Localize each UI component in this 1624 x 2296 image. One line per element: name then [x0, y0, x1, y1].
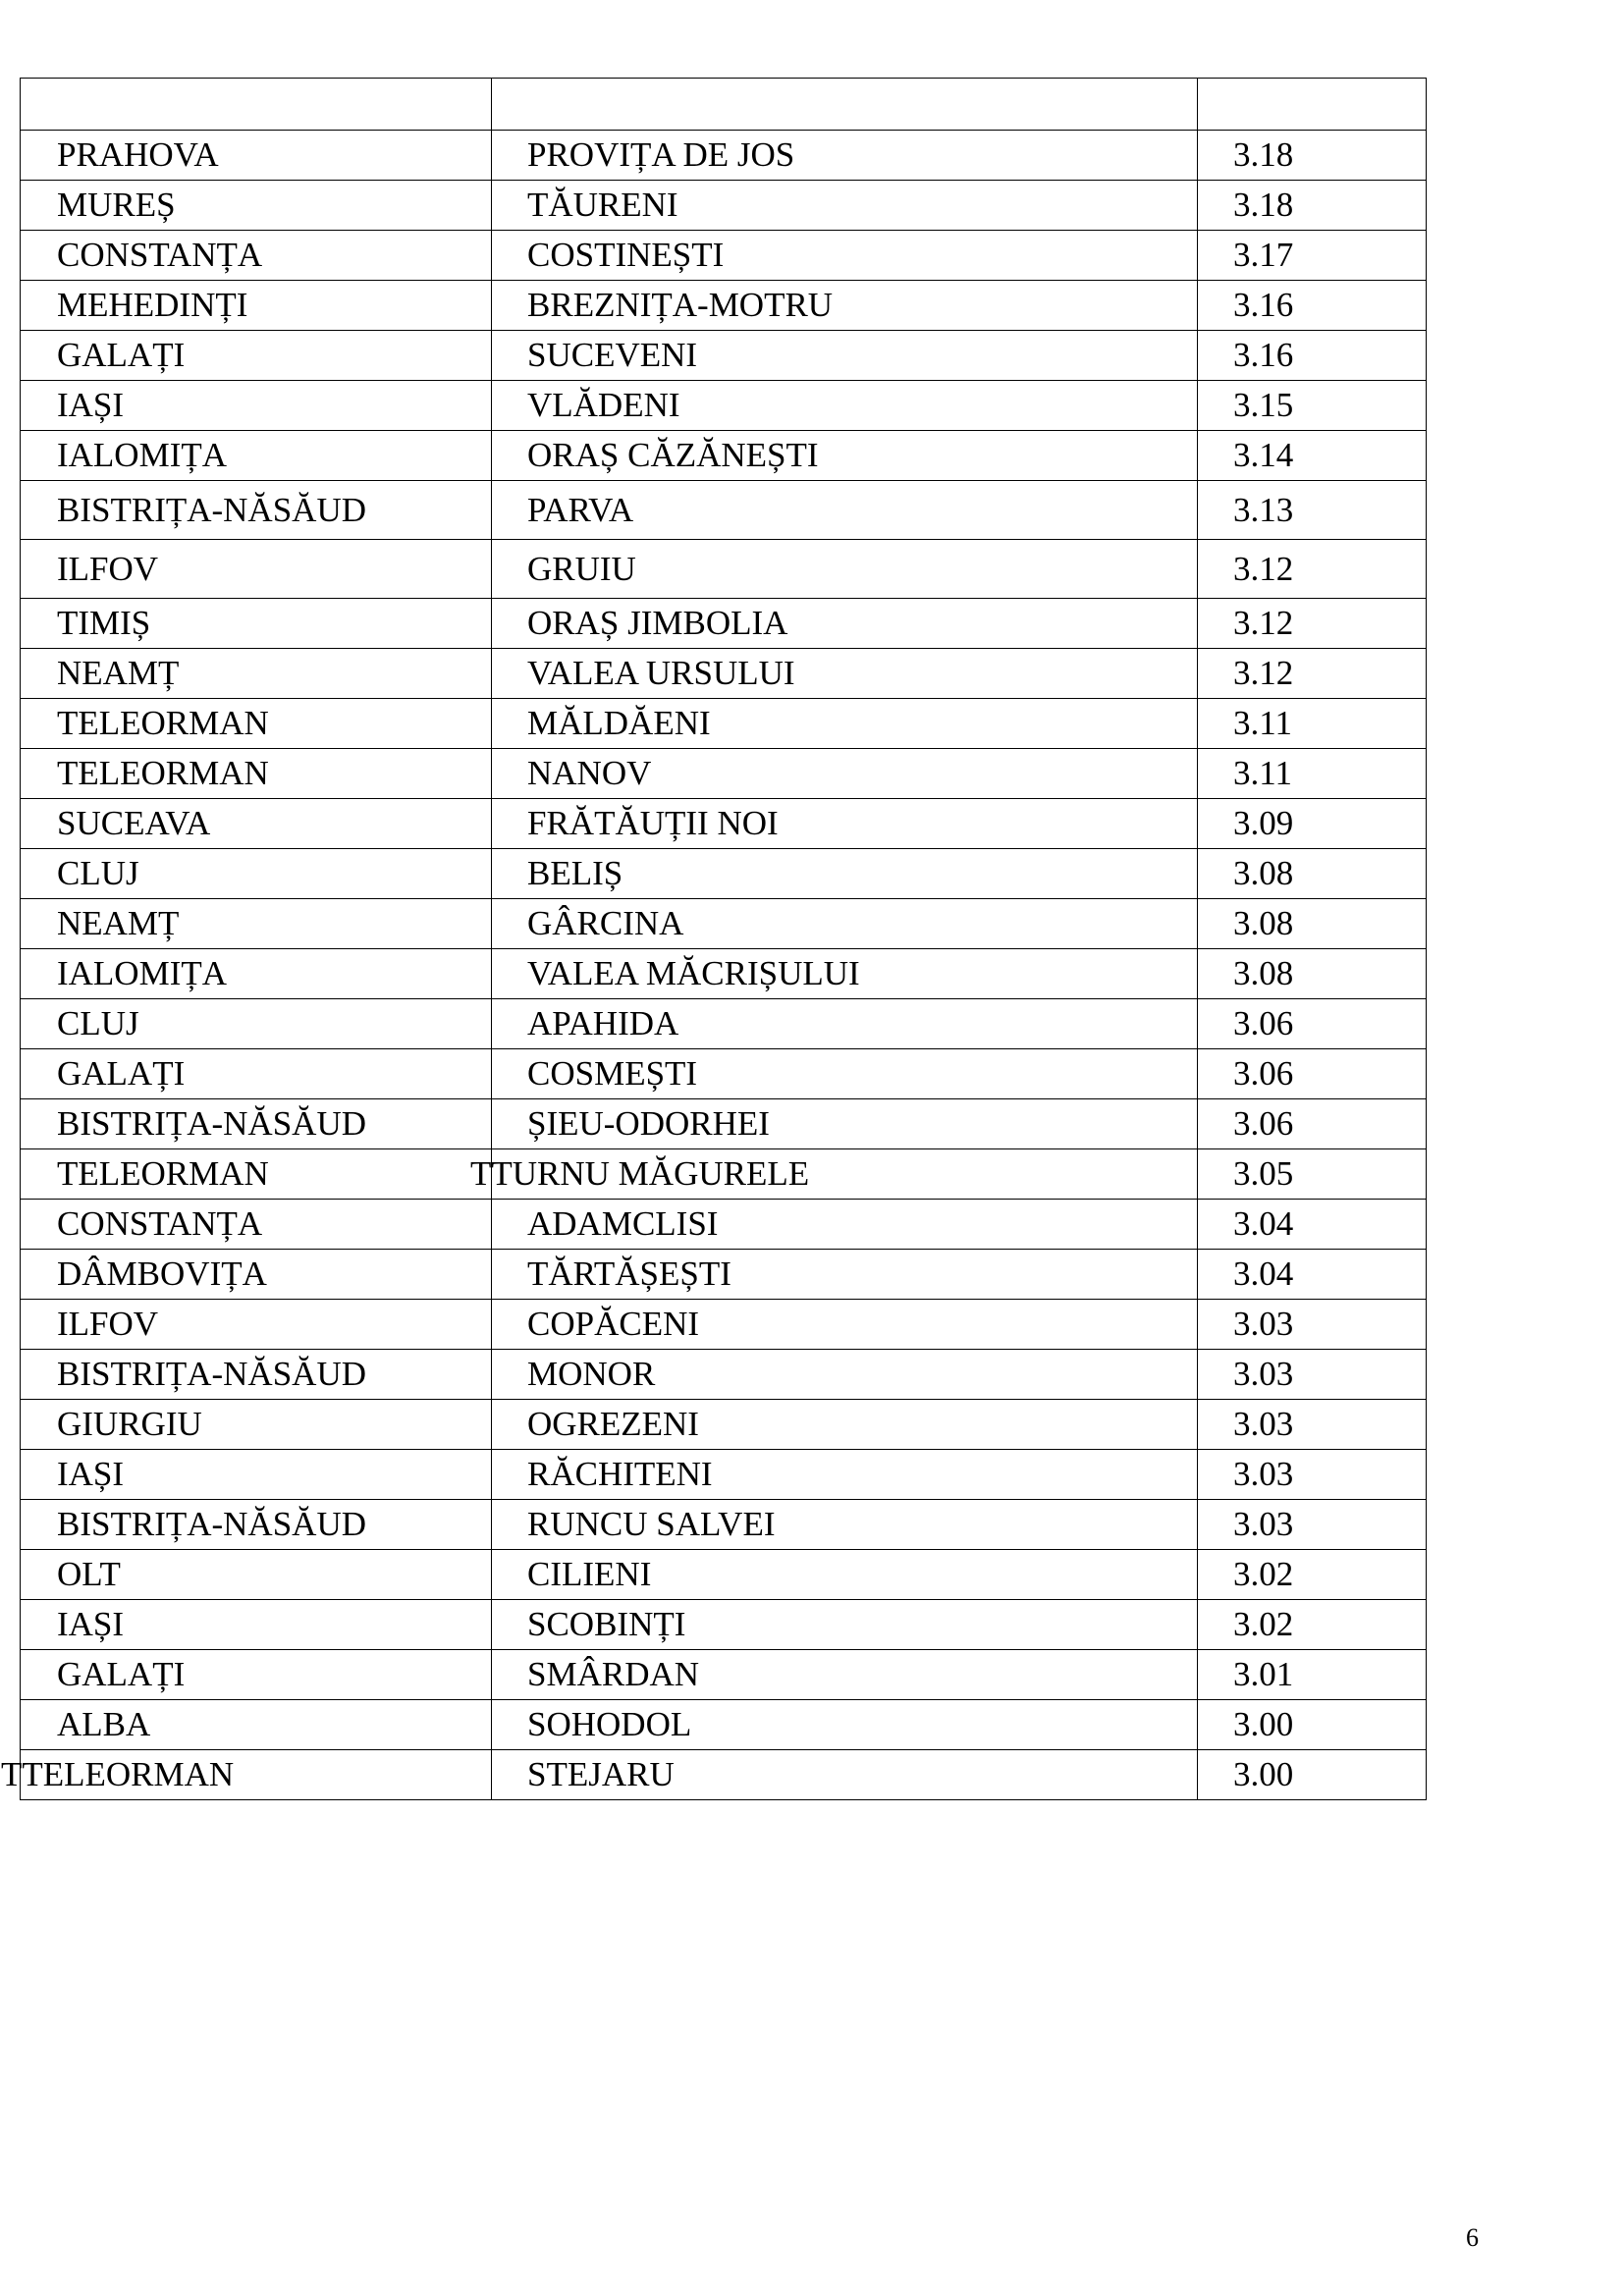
score-cell: 3.12: [1198, 649, 1427, 699]
locality-cell: [470, 1149, 1198, 1200]
locality-cell: SCOBINȚI: [492, 1600, 1198, 1650]
score-cell: 3.18: [1198, 131, 1427, 181]
table-row: [21, 749, 1427, 799]
county-cell: IAȘI: [21, 381, 492, 431]
county-cell: DÂMBOVIȚA: [21, 1250, 492, 1300]
locality-cell: VALEA MĂCRIȘULUI: [492, 949, 1198, 999]
table-row: [21, 131, 1427, 181]
locality-cell: GÂRCINA: [492, 899, 1198, 949]
county-cell: CONSTANȚA: [21, 231, 492, 281]
locality-cell: TĂURENI: [492, 181, 1198, 231]
table-row: [21, 331, 1427, 381]
score-cell: 3.05: [1198, 1149, 1427, 1200]
score-cell: 3.14: [1198, 431, 1427, 481]
table-row: [21, 1099, 1427, 1149]
score-cell: 3.02: [1198, 1600, 1427, 1650]
score-cell: 3.03: [1198, 1500, 1427, 1550]
county-cell: ILFOV: [21, 540, 492, 599]
score-cell: 3.03: [1198, 1300, 1427, 1350]
score-cell: 3.04: [1198, 1200, 1427, 1250]
score-cell: 3.16: [1198, 331, 1427, 381]
score-cell: 3.08: [1198, 899, 1427, 949]
table-row: [21, 481, 1427, 540]
score-cell: 3.06: [1198, 1049, 1427, 1099]
county-cell: CLUJ: [21, 999, 492, 1049]
county-cell: TELEORMAN: [21, 1149, 492, 1200]
header-cell-score: [1198, 79, 1427, 131]
locality-cell: PROVIȚA DE JOS: [492, 131, 1198, 181]
score-cell: 3.11: [1198, 749, 1427, 799]
score-cell: 3.13: [1198, 481, 1427, 540]
page-number: 6: [1466, 2223, 1479, 2252]
locality-cell: BREZNIȚA-MOTRU: [492, 281, 1198, 331]
county-cell: BISTRIȚA-NĂSĂUD: [21, 1500, 492, 1550]
table-row: [21, 1450, 1427, 1500]
locality-cell: ȘIEU-ODORHEI: [492, 1099, 1198, 1149]
county-text: TTELEORMAN: [1, 1755, 235, 1793]
score-cell: 3.03: [1198, 1350, 1427, 1400]
table-row: [21, 1400, 1427, 1450]
county-cell: GALAȚI: [21, 1650, 492, 1700]
locality-cell: RUNCU SALVEI: [492, 1500, 1198, 1550]
locality-cell: APAHIDA: [492, 999, 1198, 1049]
table-row: [21, 1250, 1427, 1300]
table-row: [21, 1650, 1427, 1700]
score-cell: 3.00: [1198, 1700, 1427, 1750]
county-cell: IALOMIȚA: [21, 949, 492, 999]
locality-cell: STEJARU: [492, 1750, 1198, 1800]
county-cell: ILFOV: [21, 1300, 492, 1350]
locality-cell: SUCEVENI: [492, 331, 1198, 381]
score-cell: 3.12: [1198, 540, 1427, 599]
locality-cell: MĂLDĂENI: [492, 699, 1198, 749]
county-cell: GIURGIU: [21, 1400, 492, 1450]
table-body: [1, 79, 1427, 1800]
locality-cell: COPĂCENI: [492, 1300, 1198, 1350]
score-cell: 3.12: [1198, 599, 1427, 649]
score-cell: 3.11: [1198, 699, 1427, 749]
county-cell: NEAMȚ: [21, 899, 492, 949]
county-cell: IAȘI: [21, 1450, 492, 1500]
table-row: [21, 1350, 1427, 1400]
table-row: [21, 999, 1427, 1049]
table-row: [21, 599, 1427, 649]
score-cell: 3.03: [1198, 1400, 1427, 1450]
table-row: [21, 431, 1427, 481]
data-table: [1, 78, 1427, 1800]
locality-cell: ADAMCLISI: [492, 1200, 1198, 1250]
table-row: [21, 540, 1427, 599]
locality-cell: RĂCHITENI: [492, 1450, 1198, 1500]
county-cell: NEAMȚ: [21, 649, 492, 699]
table-row: [21, 1200, 1427, 1250]
county-cell: ALBA: [21, 1700, 492, 1750]
table-row: [21, 849, 1427, 899]
locality-text: TTURNU MĂGURELE: [470, 1154, 810, 1193]
county-cell: IAȘI: [21, 1600, 492, 1650]
score-cell: 3.17: [1198, 231, 1427, 281]
table-row: [21, 649, 1427, 699]
table-row: [21, 1049, 1427, 1099]
county-cell: CLUJ: [21, 849, 492, 899]
county-cell: MUREȘ: [21, 181, 492, 231]
locality-cell: VALEA URSULUI: [492, 649, 1198, 699]
locality-cell: OGREZENI: [492, 1400, 1198, 1450]
table-row: [21, 1500, 1427, 1550]
score-cell: 3.02: [1198, 1550, 1427, 1600]
score-cell: 3.00: [1198, 1750, 1427, 1800]
score-cell: 3.18: [1198, 181, 1427, 231]
score-cell: 3.06: [1198, 1099, 1427, 1149]
locality-cell: BELIȘ: [492, 849, 1198, 899]
locality-cell: FRĂTĂUȚII NOI: [492, 799, 1198, 849]
locality-cell: SOHODOL: [492, 1700, 1198, 1750]
county-cell: SUCEAVA: [21, 799, 492, 849]
table-header-row: [21, 79, 1427, 131]
score-cell: 3.08: [1198, 949, 1427, 999]
score-cell: 3.06: [1198, 999, 1427, 1049]
table-row: [21, 799, 1427, 849]
locality-cell: VLĂDENI: [492, 381, 1198, 431]
table-row: [21, 231, 1427, 281]
county-cell: TIMIȘ: [21, 599, 492, 649]
table-row: [21, 949, 1427, 999]
locality-cell: MONOR: [492, 1350, 1198, 1400]
score-cell: 3.08: [1198, 849, 1427, 899]
table-row: [21, 181, 1427, 231]
score-cell: 3.01: [1198, 1650, 1427, 1700]
county-cell: CONSTANȚA: [21, 1200, 492, 1250]
locality-cell: PARVA: [492, 481, 1198, 540]
score-cell: 3.09: [1198, 799, 1427, 849]
locality-cell: TĂRTĂȘEȘTI: [492, 1250, 1198, 1300]
table-row: [21, 899, 1427, 949]
county-cell: PRAHOVA: [21, 131, 492, 181]
table-row: [21, 281, 1427, 331]
county-cell: [1, 1750, 492, 1800]
locality-cell: NANOV: [492, 749, 1198, 799]
locality-cell: ORAȘ JIMBOLIA: [492, 599, 1198, 649]
locality-cell: GRUIU: [492, 540, 1198, 599]
locality-cell: SMÂRDAN: [492, 1650, 1198, 1700]
locality-cell: ORAȘ CĂZĂNEȘTI: [492, 431, 1198, 481]
locality-cell: COSTINEȘTI: [492, 231, 1198, 281]
county-cell: BISTRIȚA-NĂSĂUD: [21, 481, 492, 540]
score-cell: 3.04: [1198, 1250, 1427, 1300]
table-row: [21, 1300, 1427, 1350]
header-cell-locality: [492, 79, 1198, 131]
header-cell-county: [21, 79, 492, 131]
county-cell: TELEORMAN: [21, 699, 492, 749]
county-cell: OLT: [21, 1550, 492, 1600]
county-cell: MEHEDINȚI: [21, 281, 492, 331]
table-row: [21, 381, 1427, 431]
score-cell: 3.16: [1198, 281, 1427, 331]
locality-cell: CILIENI: [492, 1550, 1198, 1600]
county-cell: IALOMIȚA: [21, 431, 492, 481]
table-row: [21, 1750, 1427, 1800]
county-cell: GALAȚI: [21, 331, 492, 381]
table-row: [21, 1550, 1427, 1600]
locality-cell: COSMEȘTI: [492, 1049, 1198, 1099]
table-row: [21, 699, 1427, 749]
table-row: [21, 1700, 1427, 1750]
score-cell: 3.03: [1198, 1450, 1427, 1500]
county-cell: GALAȚI: [21, 1049, 492, 1099]
county-cell: BISTRIȚA-NĂSĂUD: [21, 1350, 492, 1400]
table-row: [21, 1600, 1427, 1650]
table-row: [21, 1149, 1427, 1200]
score-cell: 3.15: [1198, 381, 1427, 431]
county-cell: TELEORMAN: [21, 749, 492, 799]
county-cell: BISTRIȚA-NĂSĂUD: [21, 1099, 492, 1149]
